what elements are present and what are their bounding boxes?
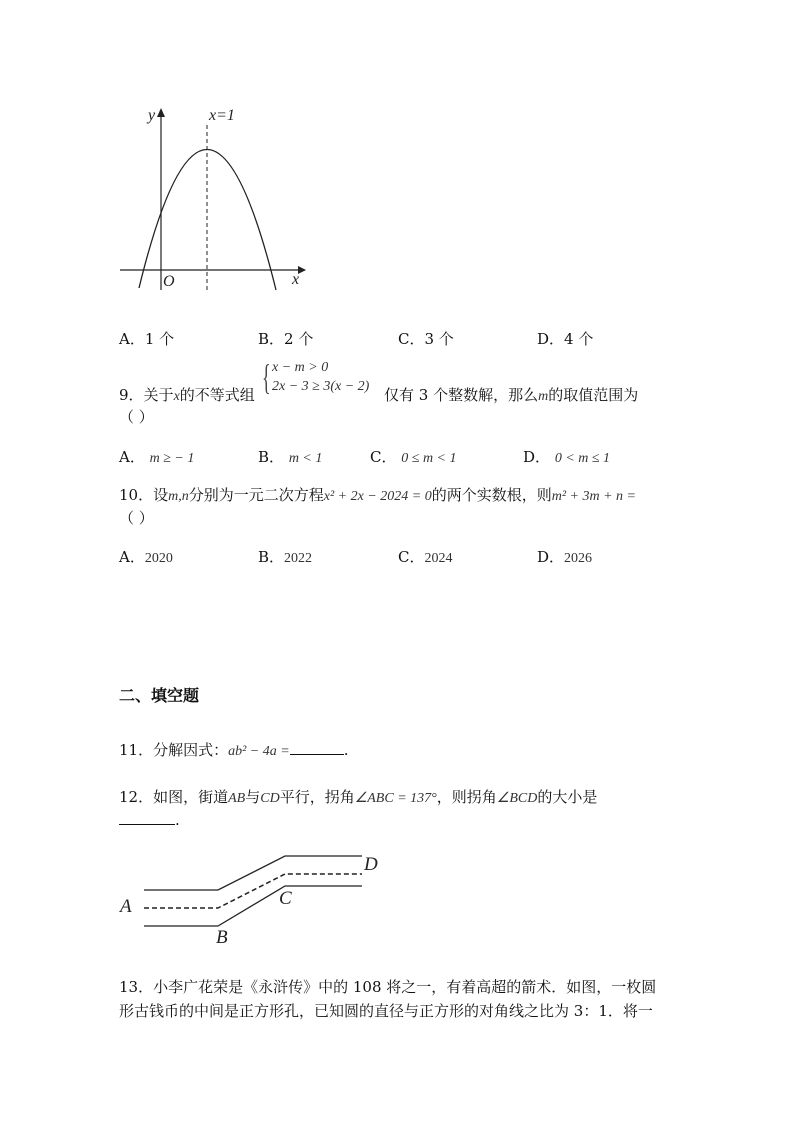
q9-paren: （ ） [119,408,154,426]
q8-option-b-letter: B． [258,330,285,348]
q10-text-before: 设 [153,486,169,504]
q8-option-b [258,328,313,349]
q9-option-c-letter: C． [370,448,397,466]
q10-option-a-letter: A． [119,548,145,566]
q10-option-d [537,546,592,567]
q8-option-a [119,328,174,349]
street-label-c: C [279,888,292,909]
street-center-line [144,874,362,908]
y-axis-arrow [157,108,165,117]
q10-option-b-text: 2022 [284,551,313,566]
q9-inequality-system [262,358,380,400]
q9-text-end: 的取值范围为 [548,386,639,404]
q9-option-a [119,446,194,467]
q10-line1 [119,484,636,505]
y-axis-label: y [148,107,156,124]
q9-option-c-text: 0 ≤ m < 1 [401,451,457,466]
q9-line1 [119,384,255,405]
q8-option-b-text: 2 个 [284,330,314,348]
q10-paren: （ ） [119,509,154,527]
street-top-edge [144,856,362,890]
q9-option-c [370,446,457,467]
street-figure [110,846,400,950]
q10-option-c-text: 2024 [424,551,453,566]
q9-brace: { [262,357,271,397]
q10-option-a [119,546,173,567]
q9-var-x: x [173,389,180,404]
section-2-title: 二、填空题 [119,686,200,705]
q8-option-a-letter: A． [119,330,145,348]
q13-line1: 13．小李广花荣是《永浒传》中的 108 将之一，有着高超的箭术．如图，一枚圆 [119,978,657,996]
q9-number: 9． [119,386,144,404]
street-bottom-edge [144,886,362,926]
q9-option-b-text: m < 1 [288,451,323,466]
q9-var-m: m [538,389,549,404]
q9-option-b-letter: B． [258,448,285,466]
q13-line2: 形古钱币的中间是正方形孔，已知圆的直径与正方形的对角线之比为 3：1．将一 [119,1002,653,1020]
q10-option-d-text: 2026 [564,551,593,566]
q8-option-d-letter: D． [537,330,565,348]
q12-text-parallel: 平行，拐角 [279,788,355,806]
q9-text-mid: 的不等式组 [179,386,255,404]
q8-option-c-text: 3 个 [424,330,454,348]
q9-option-a-text: m ≥ − 1 [149,451,195,466]
q12-number: 12． [119,788,154,806]
q9-text-after: 仅有 3 个整数解，那么 [384,386,539,404]
q9-option-a-letter: A． [119,448,145,466]
q9-option-d-letter: D． [523,448,551,466]
q12-line2 [119,810,180,829]
q10-option-c-letter: C． [398,548,425,566]
q12-line1 [119,786,597,807]
q11-number: 11． [119,741,154,759]
q9-line1-tail [384,384,638,405]
q8-option-d-text: 4 个 [564,330,594,348]
q8-option-c-letter: C． [398,330,425,348]
q10-option-a-text: 2020 [144,551,173,566]
q11-answer-blank[interactable] [290,740,344,755]
x-axis-label: x [292,271,300,288]
street-label-a: A [120,896,132,917]
q10-number: 10． [119,486,154,504]
q12-text-with: 与 [245,788,261,806]
q9-option-b [258,446,322,467]
q10-option-b-letter: B． [258,548,285,566]
q12-answer-blank[interactable] [119,810,175,825]
q12-ab: AB [228,791,246,806]
q12-cd: CD [260,791,280,806]
q10-expression: m² + 3m + n = [551,489,636,504]
q12-end: . [175,811,180,829]
q10-equation: x² + 2x − 2024 = 0 [323,489,432,504]
q10-text-after: 的两个实数根，则 [431,486,552,504]
q11-text: 分解因式： [153,741,229,759]
q10-option-b [258,546,312,567]
q8-option-a-text: 1 个 [144,330,175,348]
q12-angle-bcd: ∠BCD [496,791,538,806]
q10-text-mid: 分别为一元二次方程 [188,486,324,504]
q9-text-before: 关于 [143,386,174,404]
q8-option-d [537,328,593,349]
symmetry-axis-label: x=1 [209,107,235,124]
q10-vars: m,n [168,489,189,504]
street-label-b: B [216,927,228,948]
origin-label: O [163,273,175,290]
q9-option-d [523,446,610,467]
q11-end: . [343,741,349,759]
q12-angle-abc: ∠ABC = 137° [354,791,437,806]
q11-expression: ab² − 4a = [228,744,290,759]
q10-option-c [398,546,452,567]
q12-text-then: ，则拐角 [436,788,497,806]
parabola-figure [110,100,310,300]
street-label-d: D [364,854,378,875]
q9-inequality-1: x − m > 0 [272,360,329,375]
q11 [119,739,348,760]
x-axis-arrow [298,266,306,274]
q12-text-size: 的大小是 [537,788,598,806]
q10-option-d-letter: D． [537,548,565,566]
q8-option-c [398,328,454,349]
q12-text-before: 如图，街道 [153,788,229,806]
q9-option-d-text: 0 < m ≤ 1 [554,451,611,466]
q9-inequality-2: 2x − 3 ≥ 3(x − 2) [272,379,370,394]
